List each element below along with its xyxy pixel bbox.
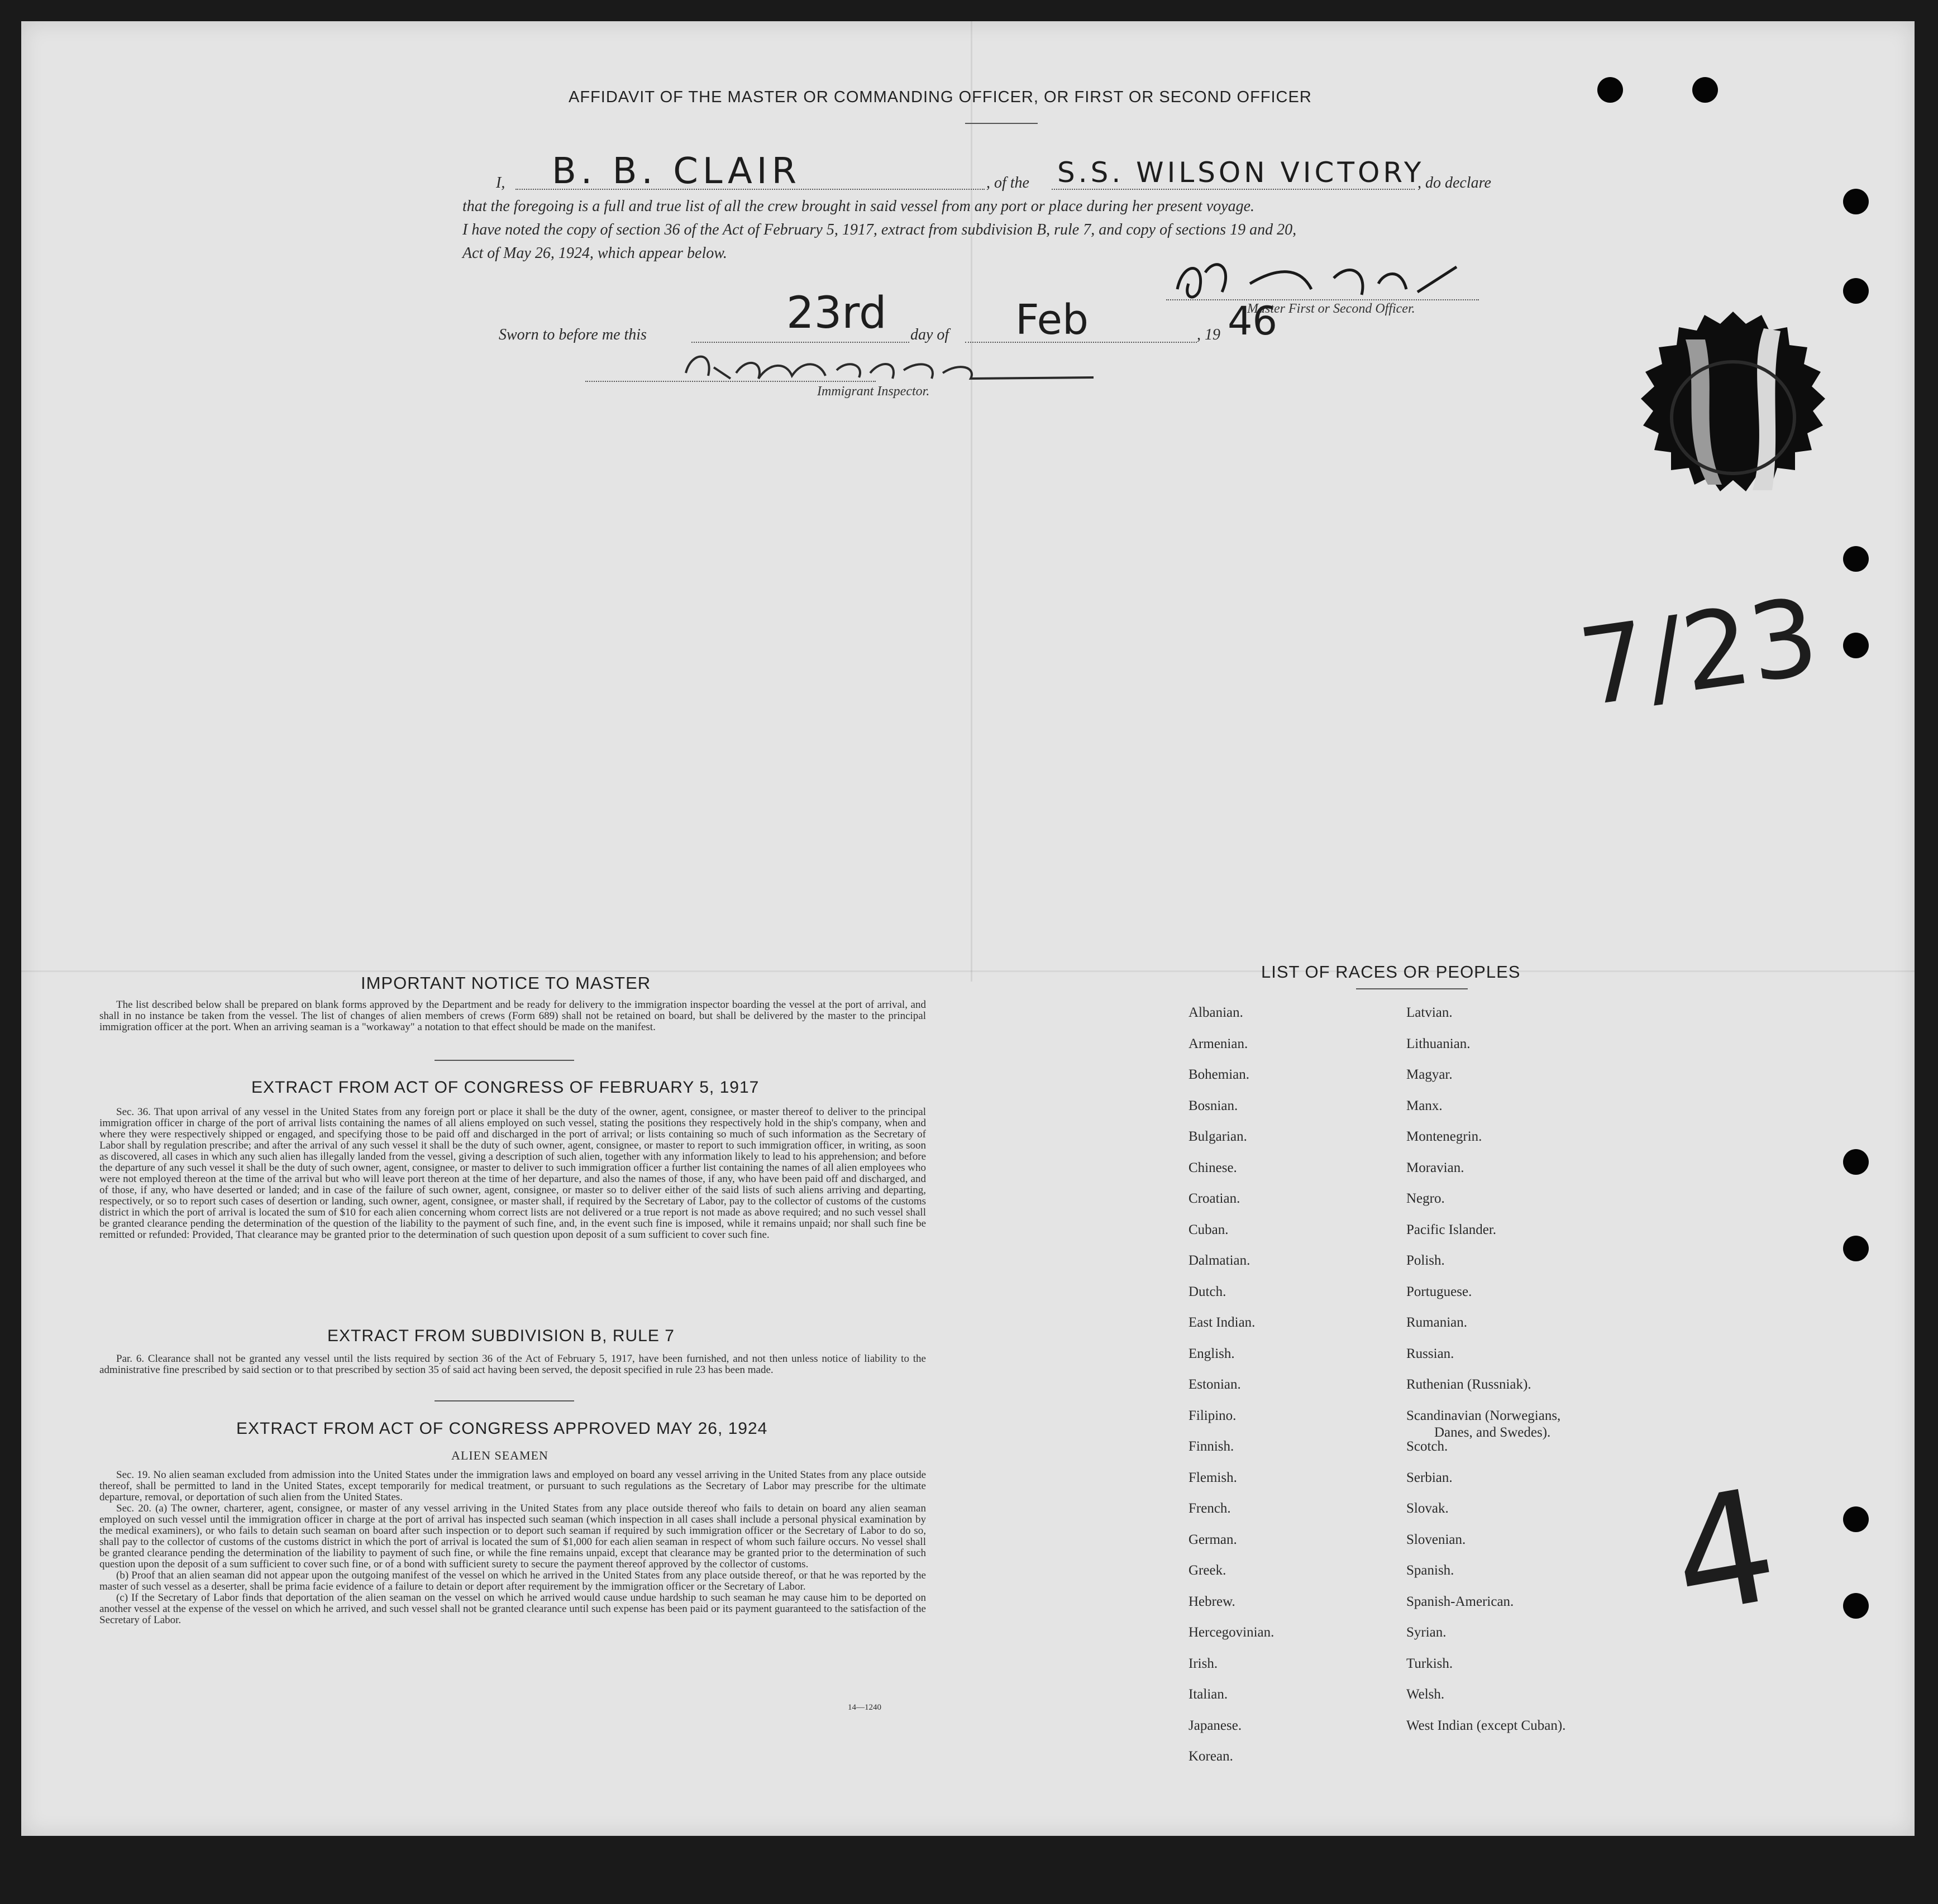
sworn-day-handwritten: 23rd (786, 288, 887, 338)
inspector-signature-line (585, 381, 876, 382)
inspector-label: Immigrant Inspector. (817, 384, 930, 399)
inspector-signature (680, 345, 1105, 390)
race-item-right: Turkish. (1406, 1656, 1453, 1671)
race-item-left: Chinese. (1188, 1160, 1237, 1175)
race-item-left: Hercegovinian. (1188, 1625, 1275, 1640)
sworn-day-field (691, 342, 909, 343)
affidavit-line1-mid: , of the (986, 174, 1029, 192)
race-item-left: Bulgarian. (1188, 1129, 1247, 1144)
act1924-sec19: Sec. 19. No alien seaman excluded from admission into the United States under the immigration laws and employed on board any vessel arriving in the United States from any place outside thereof, shall be permitted to land in the United States, except temporarily for medical treatment, or pursuant to such regulations as the Secretary of Labor may prescribe for the ultimate departure, removal, or deportation of such alien from the United States. (99, 1469, 926, 1503)
race-item-right: Latvian. (1406, 1005, 1453, 1020)
act1924-body (99, 1470, 926, 1626)
race-item-right: Lithuanian. (1406, 1036, 1471, 1051)
punch-hole (1843, 633, 1869, 658)
act1924-sec20c: (c) If the Secretary of Labor finds that deportation of the alien seaman on the vessel on which he arrived would cause undue hardship to such seaman he may cause him to be deported on another vessel at the expense of the vessel on which he arrived, and such vessel shall not be granted clearance until such expense has been paid or its payment guaranteed to the satisfaction of the Secretary of Labor. (99, 1592, 926, 1626)
affidavit-line2: that the foregoing is a full and true list of all the crew brought in said vessel from any port or place during her present voyage. (462, 198, 1255, 215)
races-title: LIST OF RACES OR PEOPLES (1261, 962, 1521, 982)
sworn-year-prefix: , 19 (1197, 326, 1220, 343)
notice-body (99, 999, 926, 1033)
race-item-right: Montenegrin. (1406, 1129, 1482, 1144)
race-item-left: Albanian. (1188, 1005, 1243, 1020)
race-item-left: Bosnian. (1188, 1098, 1238, 1113)
rule7-title: EXTRACT FROM SUBDIVISION B, RULE 7 (327, 1327, 675, 1345)
race-item-right: Portuguese. (1406, 1284, 1472, 1299)
affidavit-title: AFFIDAVIT OF THE MASTER OR COMMANDING OFFICER, OR FIRST OR SECOND OFFICER (569, 88, 1312, 106)
race-item-right: Danes, and Swedes). (1434, 1424, 1551, 1440)
punch-hole (1843, 1149, 1869, 1175)
act1917-body (99, 1107, 926, 1241)
race-item-left: Cuban. (1188, 1222, 1229, 1237)
seal-rosette (1641, 312, 1825, 491)
punch-hole (1843, 278, 1869, 304)
race-item-right: Slovenian. (1406, 1532, 1466, 1547)
master-name-handwritten: B. B. CLAIR (552, 151, 801, 192)
race-item-right: Polish. (1406, 1253, 1445, 1268)
act1924-subtitle: ALIEN SEAMEN (451, 1448, 548, 1462)
race-item-left: Estonian. (1188, 1377, 1241, 1392)
punch-hole (1843, 1593, 1869, 1619)
punch-hole (1597, 77, 1623, 103)
vessel-name-handwritten: S.S. WILSON VICTORY (1057, 156, 1425, 189)
punch-hole (1843, 189, 1869, 214)
race-item-right: Manx. (1406, 1098, 1443, 1113)
check-mark-handwritten: 4 (1659, 1455, 1789, 1651)
affidavit-line4: Act of May 26, 1924, which appear below. (462, 245, 727, 262)
race-item-left: Italian. (1188, 1687, 1228, 1702)
notice-text: The list described below shall be prepared on blank forms approved by the Department and be ready for delivery to the immigration inspector boarding the vessel at the port of arrival, and shall in no instance be taken from the vessel. The list of changes of alien members of crews (Form 689) shall not be retained on board, but shall be delivered by the master to the principal immigration officer at the port. When an arriving seaman is a "workaway" a notation to that effect should be made on the manifest. (99, 999, 926, 1033)
race-item-left: French. (1188, 1501, 1231, 1516)
race-item-right: Negro. (1406, 1191, 1445, 1206)
race-item-right: Syrian. (1406, 1625, 1447, 1640)
notice-rule (435, 1060, 574, 1061)
rule7-rule (435, 1400, 574, 1401)
race-item-right: Serbian. (1406, 1470, 1453, 1485)
race-item-left: Japanese. (1188, 1718, 1242, 1733)
race-item-right: Spanish-American. (1406, 1594, 1514, 1609)
fold-line-vertical (971, 21, 972, 982)
officer-label: Master First or Second Officer. (1247, 302, 1415, 316)
wax-seal (1602, 306, 1864, 529)
race-item-right: West Indian (except Cuban). (1406, 1718, 1566, 1733)
affidavit-line3: I have noted the copy of section 36 of the Act of February 5, 1917, extract from subdivision B, rule 7, and copy of sections 19 and 20, (462, 221, 1297, 238)
race-item-right: Moravian. (1406, 1160, 1464, 1175)
race-item-left: Croatian. (1188, 1191, 1240, 1206)
race-item-right: Ruthenian (Russniak). (1406, 1377, 1531, 1392)
act1924-sec20b: (b) Proof that an alien seaman did not appear upon the outgoing manifest of the vessel on which he arrived in the United States from any place outside thereof, or that he was reported by the master of such vessel as a deserter, shall be prima facie evidence of a failure to detain or deport after requirement by the immigration officer or the Secretary of Labor. (99, 1570, 926, 1592)
race-item-right: Rumanian. (1406, 1315, 1468, 1330)
race-item-left: Dalmatian. (1188, 1253, 1250, 1268)
races-title-rule (1356, 988, 1468, 989)
race-item-right: Magyar. (1406, 1067, 1453, 1082)
act1924-sec20a: Sec. 20. (a) The owner, charterer, agent, consignee, or master of any vessel arriving in the United States from any place outside thereof who fails to detain on board any alien seaman employed on such vessel until the immigration officer in charge at the port of arrival has inspected such seaman (which inspection in all cases shall include a personal physical examination by the medical examiners), or who fails to detain such seaman on board after such inspection or to deport such seaman if required by such immigration officer or the Secretary of Labor to do so, shall pay to the collector of customs of the customs district in which the port of arrival is located the sum of $1,000 for each alien seaman in respect of whom such failure occurs. No vessel shall be granted clearance pending the determination of the liability to payment of such fine, or while the fine remains unpaid, except that clearance may be granted prior to the determination of such question upon the deposit of a sum sufficient to cover such fine, or of a bond with sufficient surety to secure the payment thereof approved by the collector of customs. (99, 1503, 926, 1570)
punch-hole (1692, 77, 1718, 103)
punch-hole (1843, 1506, 1869, 1532)
affidavit-line1-prefix: I, (496, 174, 505, 192)
fold-line-horizontal (21, 970, 1915, 972)
act1917-text: Sec. 36. That upon arrival of any vessel in the United States from any foreign port or place it shall be the duty of the owner, agent, consignee, or master thereof to deliver to the principal immigration officer in charge of the port of arrival lists containing the names of all aliens employed on such vessel, stating the positions they respectively hold in the ship's company, when and where they were respectively shipped or engaged, and specifying those to be paid off and discharged in the port of arrival; or lists containing so much of such information as the Secretary of Labor shall by regulation prescribe; and after the arrival of any such vessel it shall be the duty of such owner, agent, consignee, or master to report to such immigration officer, in writing, as soon as discovered, all cases in which any such alien has illegally landed from the vessel, giving a description of such alien, together with any information likely to lead to his apprehension; and before the departure of any such vessel it shall be the duty of such owner, agent, consignee, or master to deliver to such immigration officer a further list containing the names of all alien employees who were not employed thereon at the time of the arrival but who will leave port thereon at the time of her departure, and also the names of those, if any, who have been paid off and discharged, and of those, if any, who have deserted or landed; and in case of the failure of such owner, agent, consignee, or master so to deliver either of the said lists of such aliens arriving and departing, respectively, or so to report such cases of desertion or landing, such owner, agent, consignee, or master shall, if required by the Secretary of Labor, pay to the collector of customs of the customs district in which the port of arrival is located the sum of $10 for each alien concerning whom correct lists are not delivered or a true report is not made as above required; and no such vessel shall be granted clearance pending the determination of the question of the liability to the payment of such fine, and, in the event such fine is imposed, while it remains unpaid; nor shall such fine be remitted or refunded: Provided, That clearance may be granted prior to the determination of such question upon deposit of a sum sufficient to cover such fine. (99, 1106, 926, 1241)
race-item-left: Dutch. (1188, 1284, 1226, 1299)
form-number: 14—1240 (848, 1703, 881, 1712)
race-item-right: Welsh. (1406, 1687, 1445, 1702)
act1924-title: EXTRACT FROM ACT OF CONGRESS APPROVED MAY 26, 1924 (236, 1419, 768, 1438)
sworn-dayof: day of (910, 326, 949, 343)
race-item-left: East Indian. (1188, 1315, 1256, 1330)
affidavit-title-rule (965, 123, 1038, 124)
rule7-body (99, 1353, 926, 1376)
punch-hole (1843, 546, 1869, 572)
race-item-right: Slovak. (1406, 1501, 1449, 1516)
race-item-left: Greek. (1188, 1563, 1226, 1578)
act1917-title: EXTRACT FROM ACT OF CONGRESS OF FEBRUARY 5, 1917 (251, 1078, 760, 1097)
race-item-left: Korean. (1188, 1749, 1233, 1764)
race-item-left: Flemish. (1188, 1470, 1237, 1485)
race-item-left: Filipino. (1188, 1408, 1237, 1423)
sworn-prefix: Sworn to before me this (499, 326, 647, 343)
race-item-left: Bohemian. (1188, 1067, 1250, 1082)
race-item-left: English. (1188, 1346, 1235, 1361)
punch-hole (1843, 1236, 1869, 1261)
officer-signature-line (1166, 299, 1479, 300)
sworn-month-handwritten: Feb (1015, 296, 1089, 344)
race-item-left: German. (1188, 1532, 1237, 1547)
rule7-text: Par. 6. Clearance shall not be granted any vessel until the lists required by section 36 of the Act of February 5, 1917, have been furnished, and not then unless notice of liability to the administrative fine prescribed by said section or to that prescribed by section 35 of said act having been served, the deposit specified in rule 23 has been made. (99, 1353, 926, 1376)
document-page (21, 21, 1915, 1836)
race-item-left: Finnish. (1188, 1439, 1234, 1454)
sworn-year-handwritten: 46 (1228, 298, 1278, 344)
affidavit-line1-suffix: , do declare (1417, 174, 1491, 192)
notice-title: IMPORTANT NOTICE TO MASTER (361, 973, 651, 993)
race-item-right: Pacific Islander. (1406, 1222, 1497, 1237)
vessel-name-field (1052, 189, 1415, 190)
race-item-right: Scotch. (1406, 1439, 1448, 1454)
file-number-handwritten: 7/23 (1572, 575, 1825, 730)
race-item-left: Irish. (1188, 1656, 1218, 1671)
race-item-right: Russian. (1406, 1346, 1454, 1361)
race-item-right: Scandinavian (Norwegians, (1406, 1408, 1561, 1423)
race-item-left: Armenian. (1188, 1036, 1248, 1051)
race-item-left: Hebrew. (1188, 1594, 1235, 1609)
race-item-right: Spanish. (1406, 1563, 1454, 1578)
